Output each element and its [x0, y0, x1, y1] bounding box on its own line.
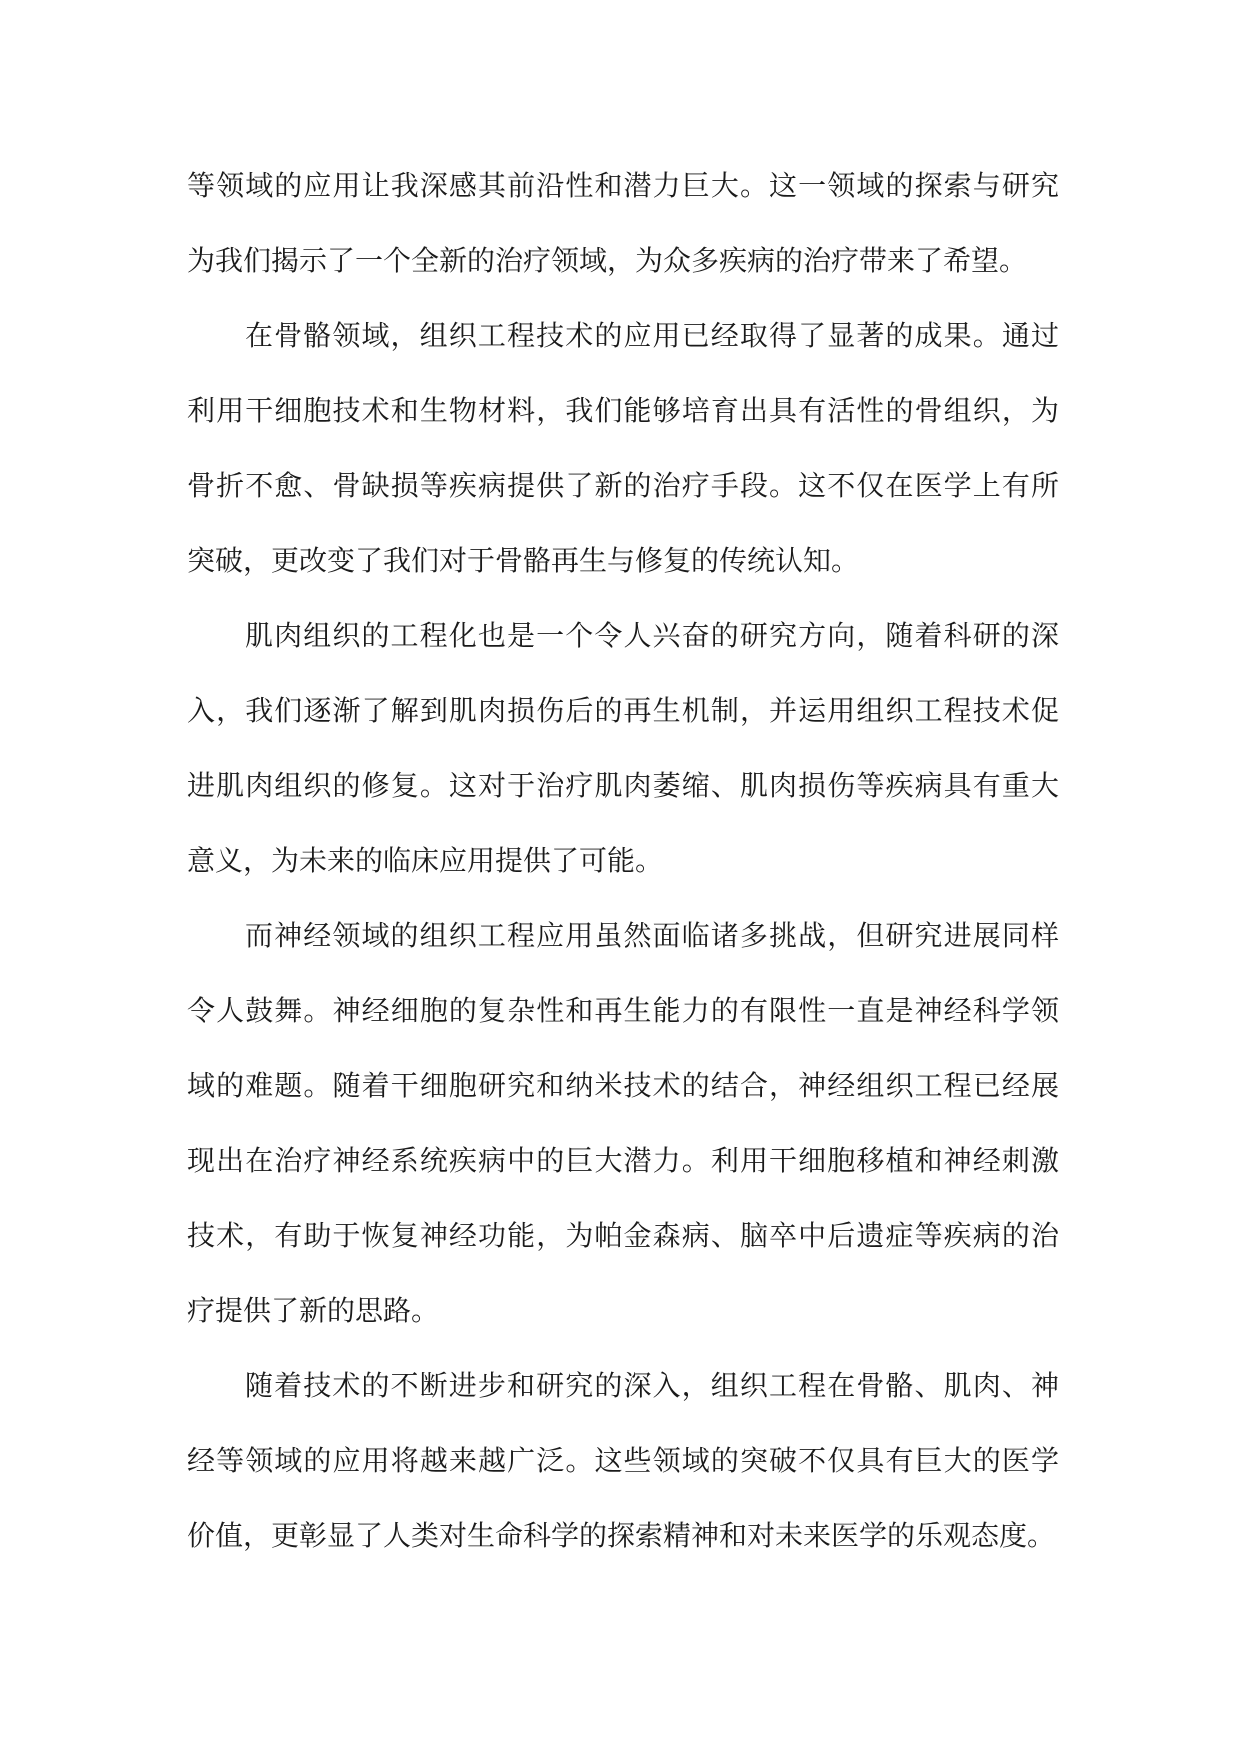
text-line: 经等领域的应用将越来越广泛。这些领域的突破不仅具有巨大的医学	[187, 1444, 1059, 1477]
text-line: 疗提供了新的思路。	[187, 1294, 440, 1327]
text-line: 意义，为未来的临床应用提供了可能。	[187, 844, 664, 877]
text-line: 进肌肉组织的修复。这对于治疗肌肉萎缩、肌肉损伤等疾病具有重大	[187, 769, 1059, 802]
text-line: 价值，更彰显了人类对生命科学的探索精神和对未来医学的乐观态度。	[187, 1519, 1056, 1552]
text-line: 域的难题。随着干细胞研究和纳米技术的结合，神经组织工程已经展	[187, 1069, 1059, 1102]
text-line: 利用干细胞技术和生物材料，我们能够培育出具有活性的骨组织，为	[187, 394, 1059, 427]
text-line: 突破，更改变了我们对于骨骼再生与修复的传统认知。	[187, 544, 860, 577]
paragraph-first-line: 而神经领域的组织工程应用虽然面临诸多挑战，但研究进展同样	[245, 919, 1059, 952]
text-line: 为我们揭示了一个全新的治疗领域，为众多疾病的治疗带来了希望。	[187, 244, 1028, 277]
paragraph-first-line: 随着技术的不断进步和研究的深入，组织工程在骨骼、肌肉、神	[245, 1369, 1059, 1402]
paragraph-first-line: 肌肉组织的工程化也是一个令人兴奋的研究方向，随着科研的深	[245, 619, 1059, 652]
document-body	[187, 148, 1059, 1573]
text-line: 入，我们逐渐了解到肌肉损伤后的再生机制，并运用组织工程技术促	[187, 694, 1059, 727]
text-line: 骨折不愈、骨缺损等疾病提供了新的治疗手段。这不仅在医学上有所	[187, 469, 1059, 502]
text-line: 现出在治疗神经系统疾病中的巨大潜力。利用干细胞移植和神经刺激	[187, 1144, 1059, 1177]
text-line: 技术，有助于恢复神经功能，为帕金森病、脑卒中后遗症等疾病的治	[187, 1219, 1059, 1252]
paragraph-first-line: 在骨骼领域，组织工程技术的应用已经取得了显著的成果。通过	[245, 319, 1059, 352]
text-line: 等领域的应用让我深感其前沿性和潜力巨大。这一领域的探索与研究	[187, 169, 1059, 202]
text-line: 令人鼓舞。神经细胞的复杂性和再生能力的有限性一直是神经科学领	[187, 994, 1059, 1027]
